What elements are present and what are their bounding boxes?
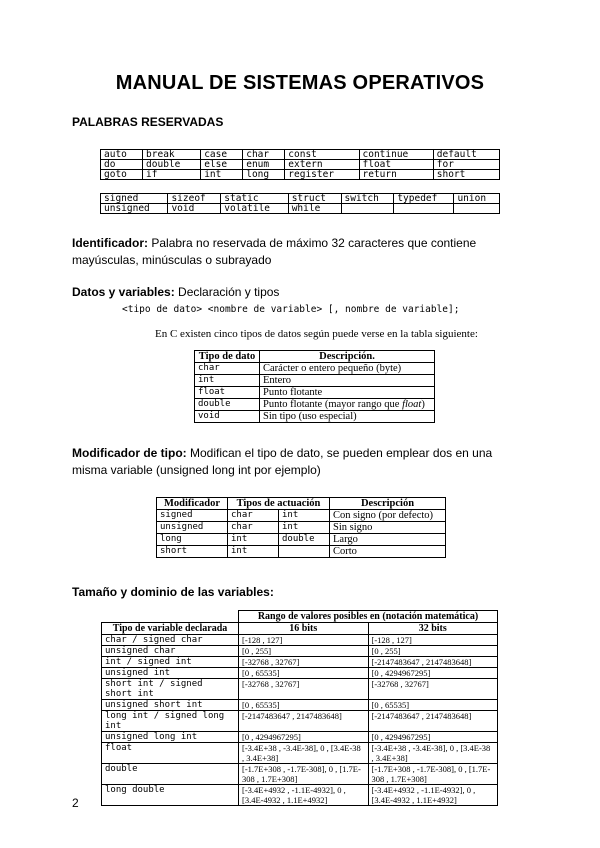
modifier-row xyxy=(157,510,446,522)
desc-text: Carácter o entero pequeño (byte) xyxy=(263,363,402,374)
modificador-paragraph xyxy=(72,445,532,479)
reserved-word: typedef xyxy=(394,194,454,204)
desc-text: Sin tipo (uso especial) xyxy=(263,411,357,422)
reserved-word: else xyxy=(201,160,243,170)
size-row xyxy=(102,743,498,764)
size-row xyxy=(102,668,498,679)
reserved-word: continue xyxy=(359,150,433,160)
size-range-32: [0 , 4294967295] xyxy=(368,732,498,743)
size-range-32: [-128 , 127] xyxy=(368,635,498,646)
reserved-word: int xyxy=(201,170,243,180)
size-type: short int / signed short int xyxy=(102,679,239,700)
modifier-name: long xyxy=(157,534,228,546)
data-type-name: double xyxy=(195,399,260,411)
size-type: double xyxy=(102,764,239,785)
tamano-heading: Tamaño y dominio de las variables: xyxy=(72,585,274,599)
reserved-row xyxy=(101,160,500,170)
size-row xyxy=(102,711,498,732)
header-descripcion: Descripción. xyxy=(260,351,435,363)
modifier-type: int xyxy=(279,510,330,522)
modifier-name: signed xyxy=(157,510,228,522)
header-modificador: Modificador xyxy=(157,498,228,510)
reserved-word: static xyxy=(221,194,288,204)
desc-end: ) xyxy=(421,399,425,410)
size-type: int / signed int xyxy=(102,657,239,668)
header-tipo-dato: Tipo de dato xyxy=(195,351,260,363)
reserved-words-table-2 xyxy=(100,193,500,214)
modifier-name: unsigned xyxy=(157,522,228,534)
size-range-16: [-1.7E+308 , -1.7E-308], 0 , [1.7E-308 , 1.7E+308] xyxy=(239,764,369,785)
size-row xyxy=(102,635,498,646)
reserved-word: short xyxy=(433,170,499,180)
reserved-word: for xyxy=(433,160,499,170)
modifier-desc: Largo xyxy=(330,534,446,546)
modifier-name: short xyxy=(157,546,228,558)
size-range-32: [-2147483647 , 2147483648] xyxy=(368,657,498,668)
header-rango: Rango de valores posibles en (notación matemática) xyxy=(239,611,498,623)
data-type-row xyxy=(195,363,435,375)
identificador-text2: mayúsculas, minúsculas o subrayado xyxy=(72,253,272,267)
modifier-type: double xyxy=(279,534,330,546)
reserved-word: switch xyxy=(341,194,394,204)
size-range-16: [-2147483647 , 2147483648] xyxy=(239,711,369,732)
reserved-word: extern xyxy=(285,160,359,170)
modifier-desc: Con signo (por defecto) xyxy=(330,510,446,522)
reserved-word: void xyxy=(168,204,221,214)
sizes-table xyxy=(101,610,498,806)
data-type-name: char xyxy=(195,363,260,375)
size-row xyxy=(102,764,498,785)
size-range-16: [0 , 65535] xyxy=(239,668,369,679)
reserved-row xyxy=(101,170,500,180)
reserved-word: return xyxy=(359,170,433,180)
data-type-desc xyxy=(260,363,435,375)
reserved-word: while xyxy=(288,204,341,214)
reserved-word: float xyxy=(359,160,433,170)
reserved-word: if xyxy=(143,170,201,180)
data-type-row xyxy=(195,399,435,411)
reserved-row xyxy=(101,194,500,204)
modifier-type: char xyxy=(228,522,279,534)
size-type: long double xyxy=(102,785,239,806)
desc-text: Entero xyxy=(263,375,291,386)
size-range-16: [0 , 65535] xyxy=(239,700,369,711)
modifier-type: char xyxy=(228,510,279,522)
size-range-16: [-32768 , 32767] xyxy=(239,679,369,700)
datos-text: Declaración y tipos xyxy=(174,285,280,299)
size-range-32: [-3.4E+4932 , -1.1E-4932], 0 , [3.4E-4932 , 1.1E+4932] xyxy=(368,785,498,806)
modifier-type: int xyxy=(228,534,279,546)
reserved-word: const xyxy=(285,150,359,160)
reserved-row xyxy=(101,204,500,214)
identificador-text1: Palabra no reservada de máximo 32 caracteres que contiene xyxy=(148,236,477,250)
data-type-name: float xyxy=(195,387,260,399)
identificador-label: Identificador: xyxy=(72,236,149,250)
desc-text: Punto flotante (mayor rango que xyxy=(263,399,403,410)
reserved-word: unsigned xyxy=(101,204,168,214)
page-number: 2 xyxy=(72,796,79,810)
modificador-text2: misma variable (unsigned long int por ejemplo) xyxy=(72,463,321,477)
reserved-word xyxy=(454,204,500,214)
data-type-row xyxy=(195,387,435,399)
page-title: MANUAL DE SISTEMAS OPERATIVOS xyxy=(115,72,485,94)
reserved-word: goto xyxy=(101,170,143,180)
modifier-type: int xyxy=(279,522,330,534)
data-type-desc xyxy=(260,387,435,399)
data-type-row xyxy=(195,375,435,387)
size-range-32: [-3.4E+38 , -3.4E-38], 0 , [3.4E-38 , 3.4E+38] xyxy=(368,743,498,764)
modifier-row xyxy=(157,534,446,546)
size-range-16: [-128 , 127] xyxy=(239,635,369,646)
data-type-desc xyxy=(260,375,435,387)
data-types-table xyxy=(194,350,435,423)
header-tipo-variable: Tipo de variable declarada xyxy=(102,623,239,635)
reserved-word: signed xyxy=(101,194,168,204)
size-range-16: [0 , 4294967295] xyxy=(239,732,369,743)
modifier-desc: Corto xyxy=(330,546,446,558)
header-descripcion-mod: Descripción xyxy=(330,498,446,510)
data-type-desc xyxy=(260,411,435,423)
data-type-desc xyxy=(260,399,435,411)
size-range-32: [0 , 4294967295] xyxy=(368,668,498,679)
reserved-word xyxy=(341,204,394,214)
modifier-row xyxy=(157,546,446,558)
size-range-16: [-3.4E+38 , -3.4E-38], 0 , [3.4E-38 , 3.4E+38] xyxy=(239,743,369,764)
modifiers-table xyxy=(156,497,446,558)
size-range-32: [-1.7E+308 , -1.7E-308], 0 , [1.7E-308 , 1.7E+308] xyxy=(368,764,498,785)
size-type: float xyxy=(102,743,239,764)
modifier-desc: Sin signo xyxy=(330,522,446,534)
datos-intro: En C existen cinco tipos de datos según puede verse en la tabla siguiente: xyxy=(155,328,478,340)
reserved-word: default xyxy=(433,150,499,160)
reserved-word: double xyxy=(143,160,201,170)
desc-text: Punto flotante xyxy=(263,387,323,398)
reserved-word: break xyxy=(143,150,201,160)
reserved-word: case xyxy=(201,150,243,160)
header-32bits: 32 bits xyxy=(368,623,498,635)
size-type: long int / signed long int xyxy=(102,711,239,732)
size-row xyxy=(102,732,498,743)
size-type: unsigned char xyxy=(102,646,239,657)
reserved-word: auto xyxy=(101,150,143,160)
size-row xyxy=(102,700,498,711)
reserved-words-table-1 xyxy=(100,149,500,180)
size-range-32: [-32768 , 32767] xyxy=(368,679,498,700)
size-row xyxy=(102,657,498,668)
reserved-row xyxy=(101,150,500,160)
size-range-32: [0 , 255] xyxy=(368,646,498,657)
header-16bits: 16 bits xyxy=(239,623,369,635)
data-type-row xyxy=(195,411,435,423)
data-type-name: int xyxy=(195,375,260,387)
size-type: char / signed char xyxy=(102,635,239,646)
size-range-16: [-3.4E+4932 , -1.1E-4932], 0 , [3.4E-4932 , 1.1E+4932] xyxy=(239,785,369,806)
reserved-word: struct xyxy=(288,194,341,204)
reserved-word: volatile xyxy=(221,204,288,214)
modificador-text1: Modifican el tipo de dato, se pueden emplear dos en una xyxy=(186,446,493,460)
datos-paragraph xyxy=(72,284,279,301)
reserved-word: sizeof xyxy=(168,194,221,204)
size-range-16: [0 , 255] xyxy=(239,646,369,657)
modificador-label: Modificador de tipo: xyxy=(72,446,187,460)
size-range-32: [0 , 65535] xyxy=(368,700,498,711)
size-range-16: [-32768 , 32767] xyxy=(239,657,369,668)
modifier-row xyxy=(157,522,446,534)
reserved-word: union xyxy=(454,194,500,204)
declaration-syntax: <tipo de dato> <nombre de variable> [, nombre de variable]; xyxy=(122,304,460,315)
reserved-word xyxy=(394,204,454,214)
size-row xyxy=(102,679,498,700)
size-type: unsigned short int xyxy=(102,700,239,711)
reserved-word: do xyxy=(101,160,143,170)
datos-label: Datos y variables: xyxy=(72,285,175,299)
identificador-paragraph xyxy=(72,235,532,269)
reserved-word: char xyxy=(243,150,285,160)
desc-emphasis: float xyxy=(402,399,422,410)
reserved-word: register xyxy=(285,170,359,180)
data-type-name: void xyxy=(195,411,260,423)
size-range-32: [-2147483647 , 2147483648] xyxy=(368,711,498,732)
size-row xyxy=(102,785,498,806)
modifier-type xyxy=(279,546,330,558)
size-type: unsigned long int xyxy=(102,732,239,743)
reserved-heading: PALABRAS RESERVADAS xyxy=(72,115,224,129)
header-tipos-actuacion: Tipos de actuación xyxy=(228,498,330,510)
reserved-word: long xyxy=(243,170,285,180)
size-row xyxy=(102,646,498,657)
size-type: unsigned int xyxy=(102,668,239,679)
reserved-word: enum xyxy=(243,160,285,170)
modifier-type: int xyxy=(228,546,279,558)
